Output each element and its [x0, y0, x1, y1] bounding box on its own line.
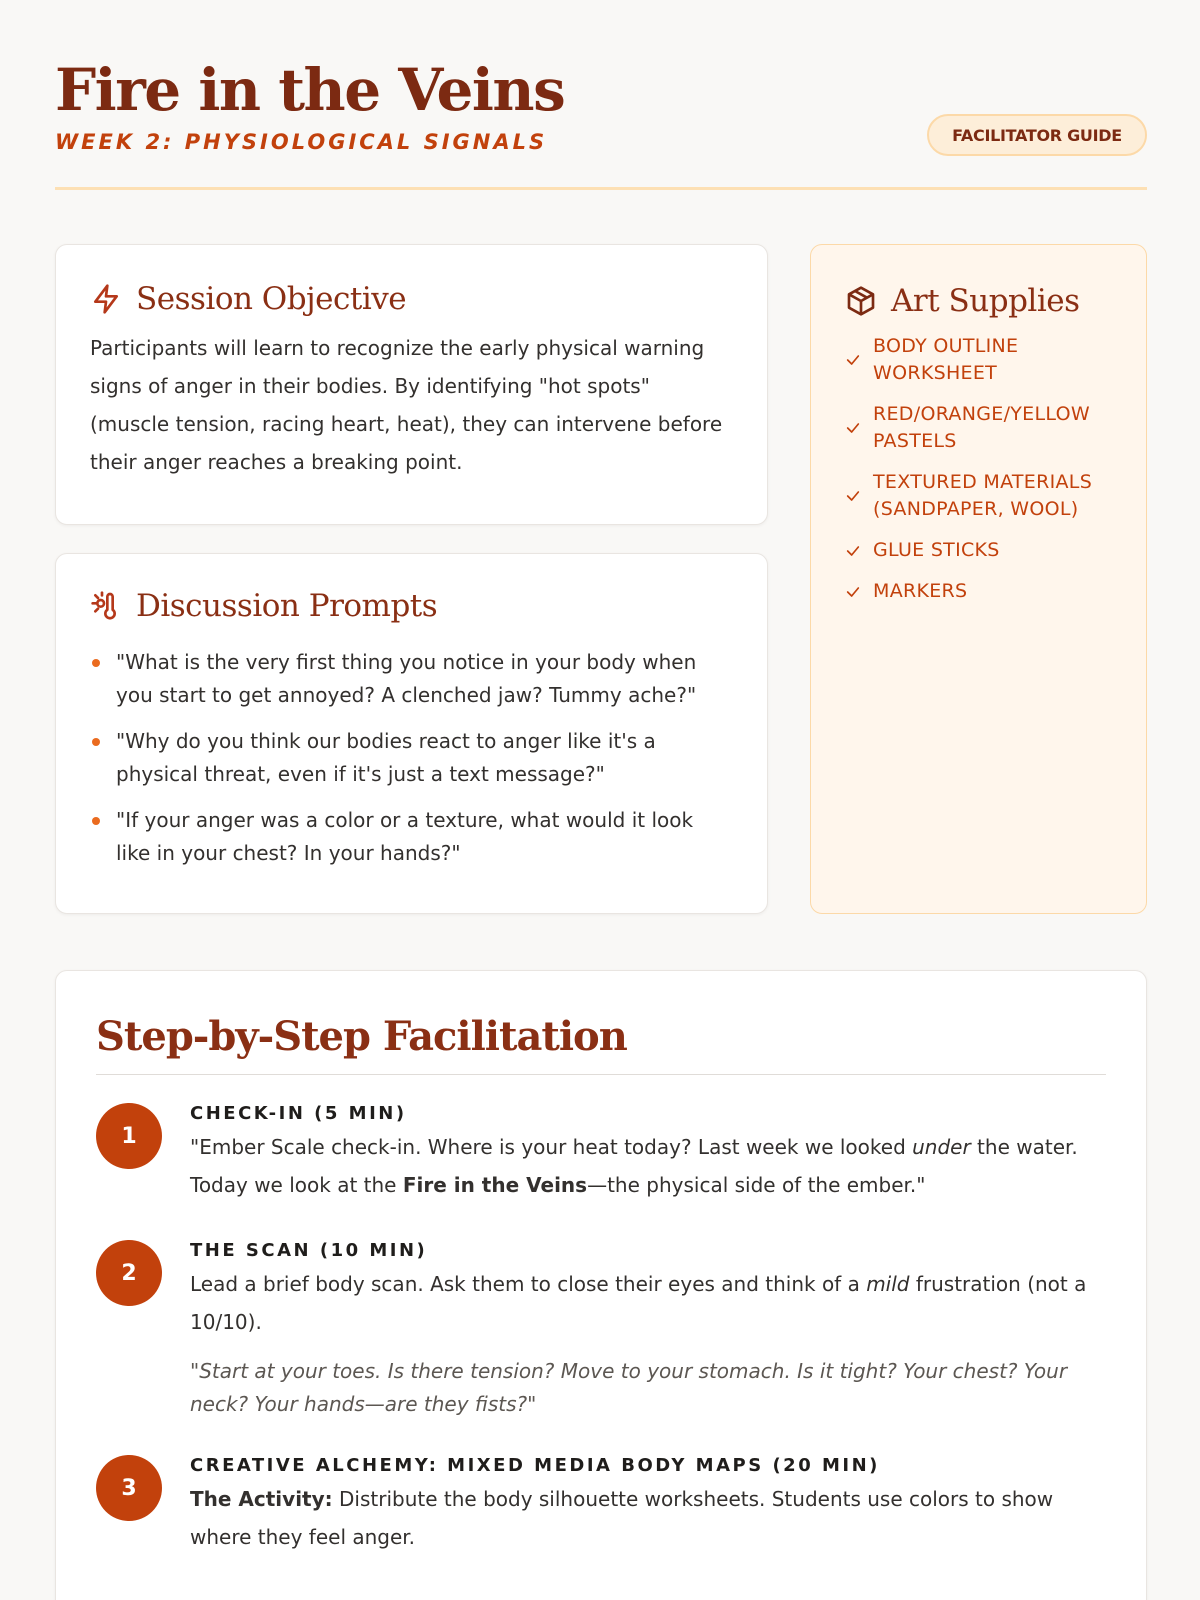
session-objective-heading	[90, 281, 733, 317]
page-header	[55, 50, 1147, 190]
discussion-prompts-title: Discussion Prompts	[136, 588, 438, 624]
step-item	[96, 1240, 1106, 1421]
supply-item	[845, 537, 1112, 564]
step-item	[96, 1455, 1106, 1556]
page-title: Fire in the Veins	[55, 56, 565, 124]
supply-item-label: BODY OUTLINE WORKSHEET	[873, 335, 1019, 384]
discussion-prompts-heading	[90, 588, 733, 624]
step-body: "Ember Scale check-in. Where is your heat today? Last week we looked under the water. Today we look at the Fire in the Veins—the physical side of the ember."	[190, 1135, 1078, 1197]
supply-item-label: RED/ORANGE/YELLOW PASTELS	[873, 403, 1090, 452]
step-body: The Activity: Distribute the body silhouette worksheets. Students use colors to show where they feel anger.	[190, 1487, 1054, 1549]
facilitation-steps-title: Step-by-Step Facilitation	[96, 1013, 1106, 1075]
supply-item-label: TEXTURED MATERIALS (SANDPAPER, WOOL)	[873, 471, 1093, 520]
art-supplies-panel	[810, 244, 1147, 914]
prompt-item: "If your anger was a color or a texture, what would it look like in your chest? In your hands?"	[90, 804, 733, 870]
step-title: THE SCAN (10 MIN)	[190, 1240, 428, 1261]
facilitator-guide-badge: FACILITATOR GUIDE	[927, 114, 1147, 156]
prompt-item: "What is the very first thing you notice in your body when you start to get annoyed? A clenched jaw? Tummy ache?"	[90, 646, 733, 712]
step-item	[96, 1103, 1106, 1204]
art-supplies-heading	[845, 283, 1112, 319]
check-icon	[845, 543, 861, 559]
session-objective-card	[55, 244, 768, 525]
page-subtitle: WEEK 2: PHYSIOLOGICAL SIGNALS	[55, 130, 548, 154]
lightning-bolt-icon	[90, 283, 122, 315]
supply-item	[845, 401, 1112, 455]
session-objective-title: Session Objective	[136, 281, 407, 317]
step-number: 1	[96, 1103, 162, 1169]
supply-item	[845, 333, 1112, 387]
box-icon	[845, 285, 877, 317]
check-icon	[845, 488, 861, 504]
prompt-item: "Why do you think our bodies react to anger like it's a physical threat, even if it's just a text message?"	[90, 725, 733, 791]
step-number: 2	[96, 1240, 162, 1306]
supply-item-label: MARKERS	[873, 580, 968, 602]
step-title: CHECK-IN (5 MIN)	[190, 1103, 407, 1124]
step-number: 3	[96, 1455, 162, 1521]
art-supplies-title: Art Supplies	[891, 283, 1080, 319]
supply-item-label: GLUE STICKS	[873, 539, 1000, 561]
check-icon	[845, 352, 861, 368]
session-objective-text: Participants will learn to recognize the early physical warning signs of anger in their bodies. By identifying "hot spots" (muscle tension, racing heart, heat), they can intervene before their anger reaches a breaking point.	[90, 336, 723, 474]
discussion-prompts-card	[55, 553, 768, 914]
facilitation-steps-card	[55, 970, 1147, 1600]
check-icon	[845, 420, 861, 436]
step-quote: "Start at your toes. Is there tension? Move to your stomach. Is it tight? Your chest? Your neck? Your hands—are they fists?"	[190, 1359, 1068, 1416]
prompts-list	[90, 646, 733, 870]
check-icon	[845, 584, 861, 600]
step-body: Lead a brief body scan. Ask them to close their eyes and think of a mild frustration (not a 10/10).	[190, 1272, 1087, 1334]
step-title: CREATIVE ALCHEMY: MIXED MEDIA BODY MAPS (20 MIN)	[190, 1455, 880, 1476]
supply-item	[845, 578, 1112, 605]
supply-item	[845, 469, 1112, 523]
thermometer-sun-icon	[90, 590, 122, 622]
supply-list	[845, 333, 1112, 605]
